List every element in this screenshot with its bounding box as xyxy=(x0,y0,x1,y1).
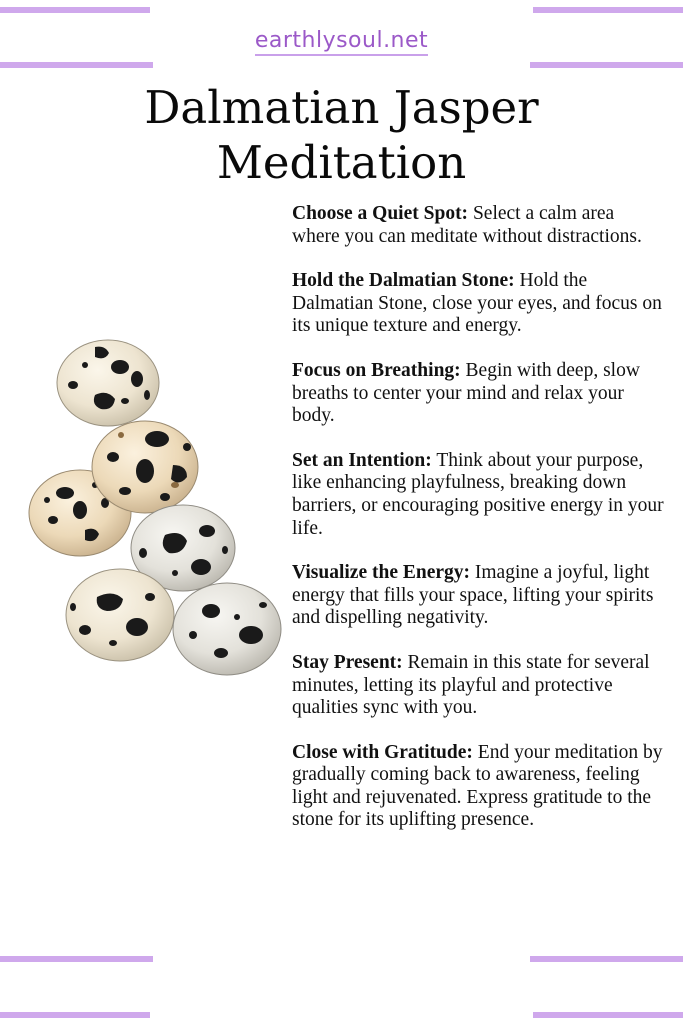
step-5 xyxy=(292,562,664,630)
stone-3 xyxy=(92,421,198,513)
step-text: Select a calm area where you can meditate without distractions. xyxy=(292,203,642,247)
site-logo-text: earthlysoul.net xyxy=(255,28,428,56)
step-6 xyxy=(292,652,664,720)
step-1 xyxy=(292,203,664,248)
step-text: Remain in this state for several minutes, letting its playful and protective qualities sync with you. xyxy=(292,651,650,719)
step-heading: Hold the Dalmatian Stone: xyxy=(292,270,515,292)
step-heading: Stay Present: xyxy=(292,651,403,673)
step-7 xyxy=(292,742,664,832)
step-text: Imagine a joyful, light energy that fills your space, lifting your spirits and dispelling negativity. xyxy=(292,562,654,629)
decor-bar-bottom-left-1 xyxy=(0,956,153,962)
step-heading: Visualize the Energy: xyxy=(292,562,471,584)
meditation-steps xyxy=(292,203,664,854)
decor-bar-bottom-left-2 xyxy=(0,1012,150,1018)
page-title xyxy=(0,80,683,190)
decor-bar-top-right-2 xyxy=(530,62,683,68)
stone-5 xyxy=(66,569,174,661)
step-2 xyxy=(292,270,664,338)
stone-6 xyxy=(173,583,281,675)
step-text: Hold the Dalmatian Stone, close your eyes, and focus on its unique texture and energy. xyxy=(292,270,662,337)
step-text: End your meditation by gradually coming back to awareness, feeling light and rejuvenated. Express gratitude to the stone for its uplifting presence. xyxy=(292,741,663,831)
step-text: Begin with deep, slow breaths to center your mind and relax your body. xyxy=(292,359,640,427)
page-title-line-2: Meditation xyxy=(216,136,467,189)
step-heading: Choose a Quiet Spot: xyxy=(292,203,469,224)
decor-bar-top-left-2 xyxy=(0,62,153,68)
step-heading: Focus on Breathing: xyxy=(292,359,461,381)
decor-bar-top-left-1 xyxy=(0,7,150,13)
dalmatian-jasper-stones-image xyxy=(25,335,285,685)
step-3 xyxy=(292,360,664,428)
step-4 xyxy=(292,450,664,540)
decor-bar-bottom-right-2 xyxy=(533,1012,683,1018)
site-logo xyxy=(0,28,683,53)
decor-bar-bottom-right-1 xyxy=(530,956,683,962)
step-text: Think about your purpose, like enhancing playfulness, breaking down barriers, or encouraging positive energy in your life. xyxy=(292,449,664,539)
page-title-line-1: Dalmatian Jasper xyxy=(144,81,539,134)
step-heading: Set an Intention: xyxy=(292,449,432,471)
stone-1 xyxy=(57,340,159,426)
step-heading: Close with Gratitude: xyxy=(292,741,473,763)
decor-bar-top-right-1 xyxy=(533,7,683,13)
